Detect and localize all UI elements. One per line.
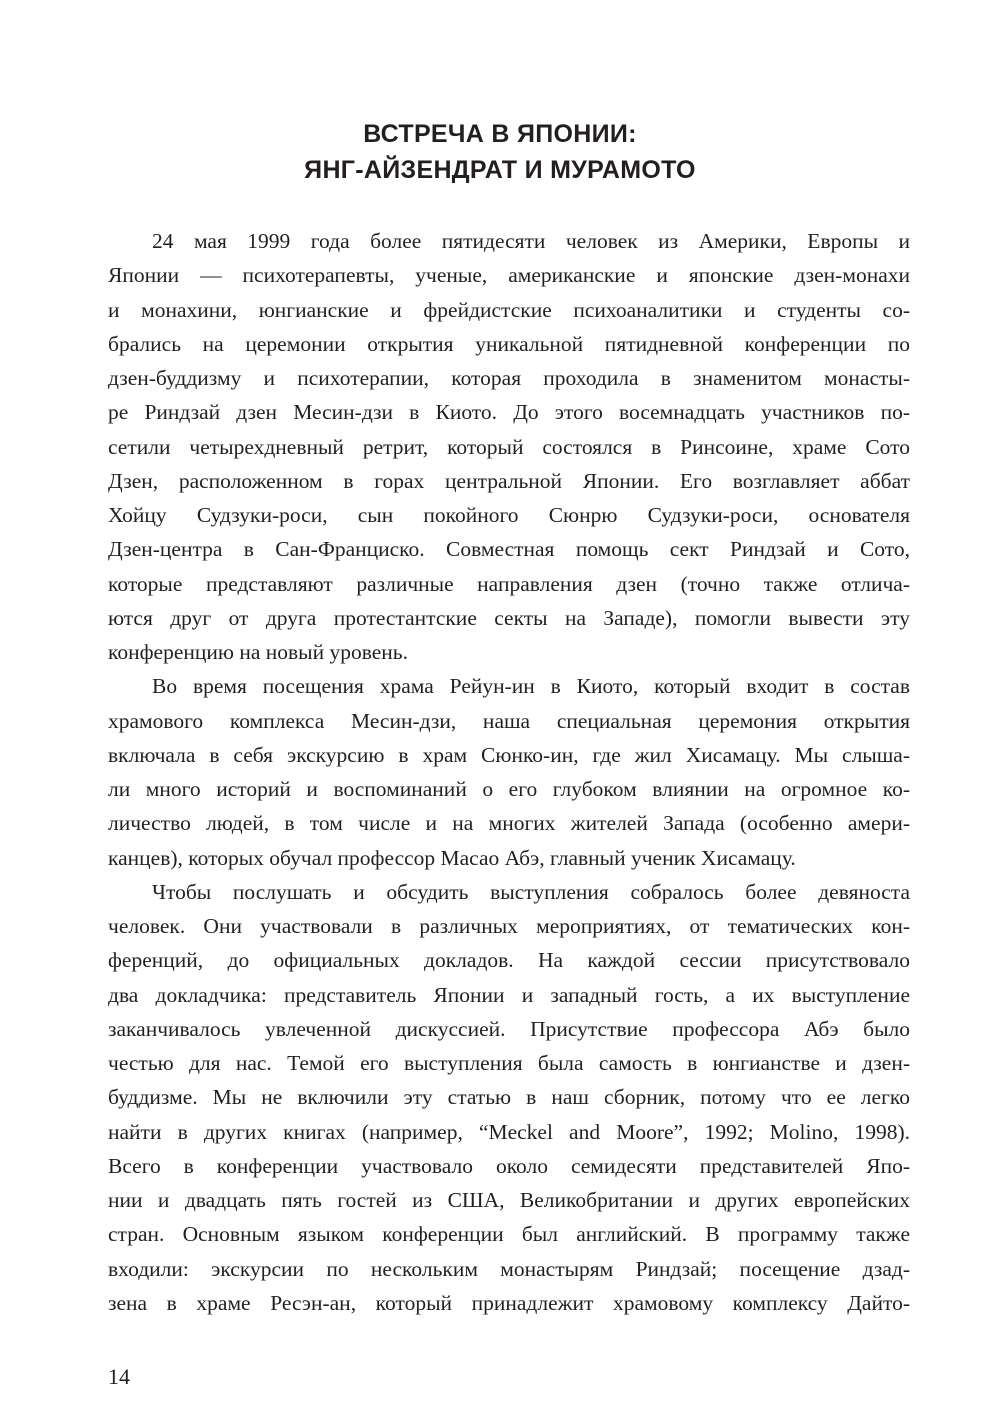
text-line: включала в себя экскурсию в храм Сюнко-ин, где жил Хисамацу. Мы слыша-: [108, 742, 910, 767]
heading-line-1: ВСТРЕЧА В ЯПОНИИ:: [363, 120, 637, 148]
text-line: которые представляют различные направления дзен (точно также отлича-: [108, 571, 910, 596]
text-line: и монахини, юнгианские и фрейдистские психоаналитики и студенты со-: [108, 297, 910, 322]
text-line: дзен-буддизму и психотерапии, которая проходила в знаменитом монасты-: [108, 366, 910, 390]
chapter-heading: [0, 116, 1000, 188]
text-line: два докладчика: представитель Японии и западный гость, а их выступление: [108, 982, 910, 1007]
text-line: личество людей, в том числе и на многих жителей Запада (особенно амери-: [108, 811, 910, 836]
text-line: зена в храме Ресэн-ан, который принадлежит храмовому комплексу Дайто-: [108, 1290, 910, 1315]
paragraph: [108, 669, 910, 875]
text-line: Во время посещения храма Рейун-ин в Киото, который входит в состав: [152, 674, 910, 699]
page-number: 14: [108, 1364, 130, 1389]
heading-line-2: ЯНГ-АЙЗЕНДРАТ И МУРАМОТО: [304, 156, 696, 184]
text-line: Дзен, расположенном в горах центральной Японии. Его возглавляет аббат: [108, 468, 910, 493]
text-line: честью для нас. Темой его выступления была самость в юнгианстве и дзен-: [108, 1051, 910, 1075]
text-line: сетили четырехдневный ретрит, который состоялся в Ринсоине, храме Сото: [108, 434, 910, 459]
text-line: человек. Они участвовали в различных мероприятиях, от тематических кон-: [108, 914, 910, 938]
text-line: конференцию на новый уровень.: [108, 640, 408, 664]
text-line: Всего в конференции участвовало около семидесяти представителей Япо-: [108, 1153, 910, 1178]
text-line: ференций, до официальных докладов. На каждой сессии присутствовало: [108, 948, 910, 973]
text-line: Чтобы послушать и обсудить выступления собралось более девяноста: [152, 879, 910, 904]
text-line: буддизме. Мы не включили эту статью в наш сборник, потому что ее легко: [108, 1085, 910, 1110]
text-line: Японии — психотерапевты, ученые, американские и японские дзен-монахи: [108, 263, 910, 288]
text-line: храмового комплекса Месин-дзи, наша специальная церемония открытия: [108, 708, 910, 733]
paragraph: [108, 224, 910, 669]
paragraph: [108, 875, 910, 1320]
text-line: ются друг от друга протестантские секты на Западе), помогли вывести эту: [108, 605, 910, 630]
text-line: входили: экскурсии по нескольким монастырям Риндзай; посещение дзад-: [108, 1256, 910, 1281]
text-line: нии и двадцать пять гостей из США, Великобритании и других европейских: [108, 1188, 910, 1212]
text-line: ли много историй и воспоминаний о его глубоком влиянии на огромное ко-: [108, 777, 910, 801]
body-text: [108, 224, 910, 1320]
text-line: заканчивалось увлеченной дискуссией. Присутствие профессора Абэ было: [108, 1016, 910, 1041]
text-line: брались на церемонии открытия уникальной пятидневной конференции по: [108, 331, 910, 356]
text-line: 24 мая 1999 года более пятидесяти человек из Америки, Европы и: [152, 229, 910, 253]
text-line: ре Риндзай дзен Месин-дзи в Киото. До этого восемнадцать участников по-: [108, 400, 910, 425]
text-line: канцев), которых обучал профессор Масао Абэ, главный ученик Хисамацу.: [108, 845, 796, 870]
text-line: Хойцу Судзуки-роси, сын покойного Сюнрю Судзуки-роси, основателя: [108, 503, 910, 527]
text-line: стран. Основным языком конференции был английский. В программу также: [108, 1222, 910, 1247]
text-line: найти в других книгах (например, “Meckel and Moore”, 1992; Molino, 1998).: [108, 1119, 910, 1144]
text-line: Дзен-центра в Сан-Франциско. Совместная помощь сект Риндзай и Сото,: [108, 537, 910, 562]
